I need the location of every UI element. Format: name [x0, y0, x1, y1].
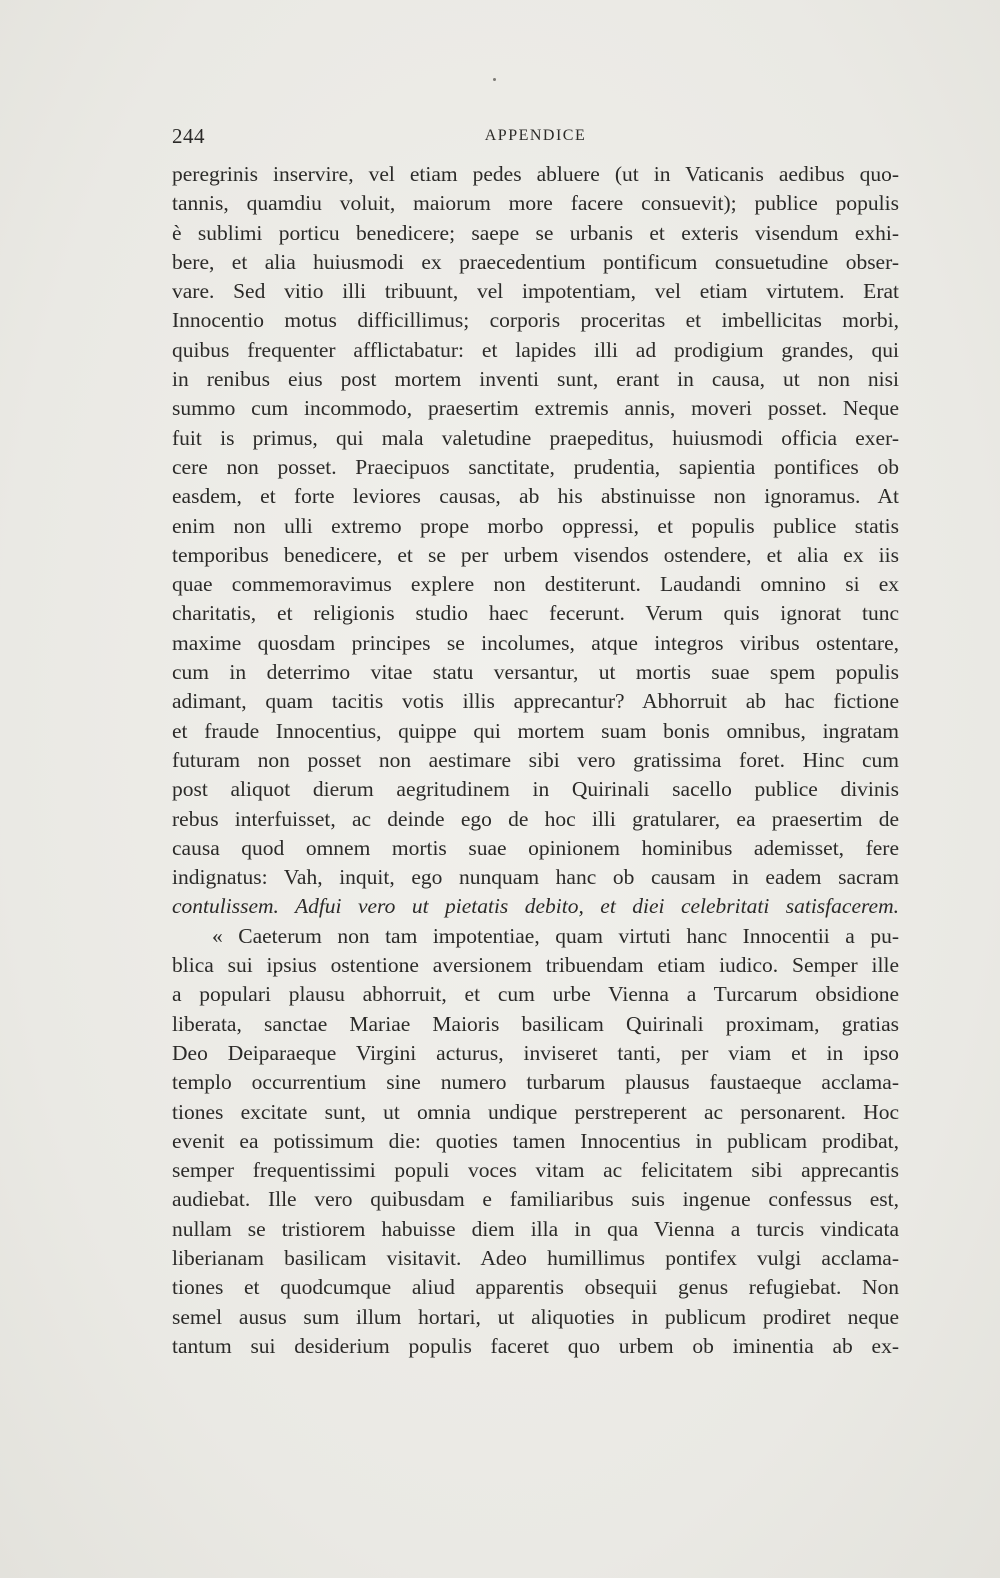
text-line: Deo Deiparaeque Virgini acturus, inviseret tanti, per viam et in ipso	[172, 1040, 899, 1065]
text-line: quae commemoravimus explere non destiterunt. Laudandi omnino si ex	[172, 572, 899, 597]
text-line: contulissem. Adfui vero ut pietatis debito, et diei celebritati satisfacerem.	[172, 894, 899, 919]
text-line: nullam se tristiorem habuisse diem illa in qua Vienna a turcis vindicata	[172, 1216, 899, 1241]
text-line: easdem, et forte leviores causas, ab his abstinuisse non ignoramus. At	[172, 484, 899, 509]
text-line: Innocentio motus difficillimus; corporis proceritas et imbellicitas morbi,	[172, 308, 899, 333]
text-line: semel ausus sum illum hortari, ut aliquoties in publicum prodiret neque	[172, 1304, 899, 1329]
text-line: in renibus eius post mortem inventi sunt, erant in causa, ut non nisi	[172, 367, 899, 392]
text-line: futuram non posset non aestimare sibi vero gratissima foret. Hinc cum	[172, 747, 899, 772]
text-line: evenit ea potissimum die: quoties tamen Innocentius in publicam prodibat,	[172, 1128, 899, 1153]
text-line: enim non ulli extremo prope morbo oppressi, et populis publice statis	[172, 513, 899, 538]
text-line: a populari plausu abhorruit, et cum urbe Vienna a Turcarum obsidione	[172, 982, 899, 1007]
text-line: templo occurrentium sine numero turbarum plausus faustaeque acclama-	[172, 1070, 899, 1095]
text-line: tantum sui desiderium populis faceret quo urbem ob iminentia ab ex-	[172, 1333, 899, 1358]
running-title: APPENDICE	[484, 127, 587, 144]
text-line: temporibus benedicere, et se per urbem visendos ostendere, et alia ex iis	[172, 542, 899, 567]
text-line: indignatus: Vah, inquit, ego nunquam hanc ob causam in eadem sacram	[172, 865, 899, 890]
text-line: bere, et alia huiusmodi ex praecedentium pontificum consuetudine obser-	[172, 249, 899, 274]
text-line: semper frequentissimi populi voces vitam ac felicitatem sibi apprecantis	[172, 1158, 899, 1183]
text-line: vare. Sed vitio illi tribuunt, vel impotentiam, vel etiam virtutem. Erat	[172, 279, 899, 304]
text-line: post aliquot dierum aegritudinem in Quirinali sacello publice divinis	[172, 777, 899, 802]
text-line: rebus interfuisset, ac deinde ego de hoc illi gratularer, ea praesertim de	[172, 806, 899, 831]
text-line: summo cum incommodo, praesertim extremis annis, moveri posset. Neque	[172, 396, 899, 421]
text-line: liberata, sanctae Mariae Maioris basilicam Quirinali proximam, gratias	[172, 1011, 899, 1036]
text-line: audiebat. Ille vero quibusdam e familiaribus suis ingenue confessus est,	[172, 1187, 899, 1212]
text-line: tiones et quodcumque aliud apparentis obsequii genus refugiebat. Non	[172, 1275, 899, 1300]
text-line: cere non posset. Praecipuos sanctitate, prudentia, sapientia pontifices ob	[172, 454, 899, 479]
text-line: peregrinis inservire, vel etiam pedes abluere (ut in Vaticanis aedibus quo-	[172, 162, 899, 186]
text-line: quibus frequenter afflictabatur: et lapides illi ad prodigium grandes, qui	[172, 337, 899, 362]
running-header	[172, 124, 899, 154]
text-line: et fraude Innocentius, quippe qui mortem suam bonis omnibus, ingratam	[172, 718, 899, 743]
text-line: tannis, quamdiu voluit, maiorum more facere consuevit); publice populis	[172, 191, 899, 216]
text-line: blica sui ipsius ostentione aversionem tribuendam etiam iudico. Semper ille	[172, 953, 899, 978]
text-line: « Caeterum non tam impotentiae, quam virtuti hanc Innocentii a pu-	[212, 923, 899, 948]
text-line: è sublimi porticu benedicere; saepe se urbanis et exteris visendum exhi-	[172, 220, 899, 245]
text-line: tiones excitate sunt, ut omnia undique perstreperent ac personarent. Hoc	[172, 1099, 899, 1124]
text-line: maxime quosdam principes se incolumes, atque integros viribus ostentare,	[172, 630, 899, 655]
text-line: causa quod omnem mortis suae opinionem hominibus ademisset, fere	[172, 835, 899, 860]
text-line: adimant, quam tacitis votis illis apprecantur? Abhorruit ab hac fictione	[172, 689, 899, 714]
paper-speck	[493, 78, 496, 81]
body-text	[172, 160, 899, 1361]
text-line: cum in deterrimo vitae statu versantur, ut mortis suae spem populis	[172, 660, 899, 685]
text-line: liberianam basilicam visitavit. Adeo humillimus pontifex vulgi acclama-	[172, 1245, 899, 1270]
page-number: 244	[172, 124, 205, 148]
text-line: fuit is primus, qui mala valetudine praepeditus, huiusmodi officia exer-	[172, 425, 899, 450]
text-line: charitatis, et religionis studio haec fecerunt. Verum quis ignorat tunc	[172, 601, 899, 626]
